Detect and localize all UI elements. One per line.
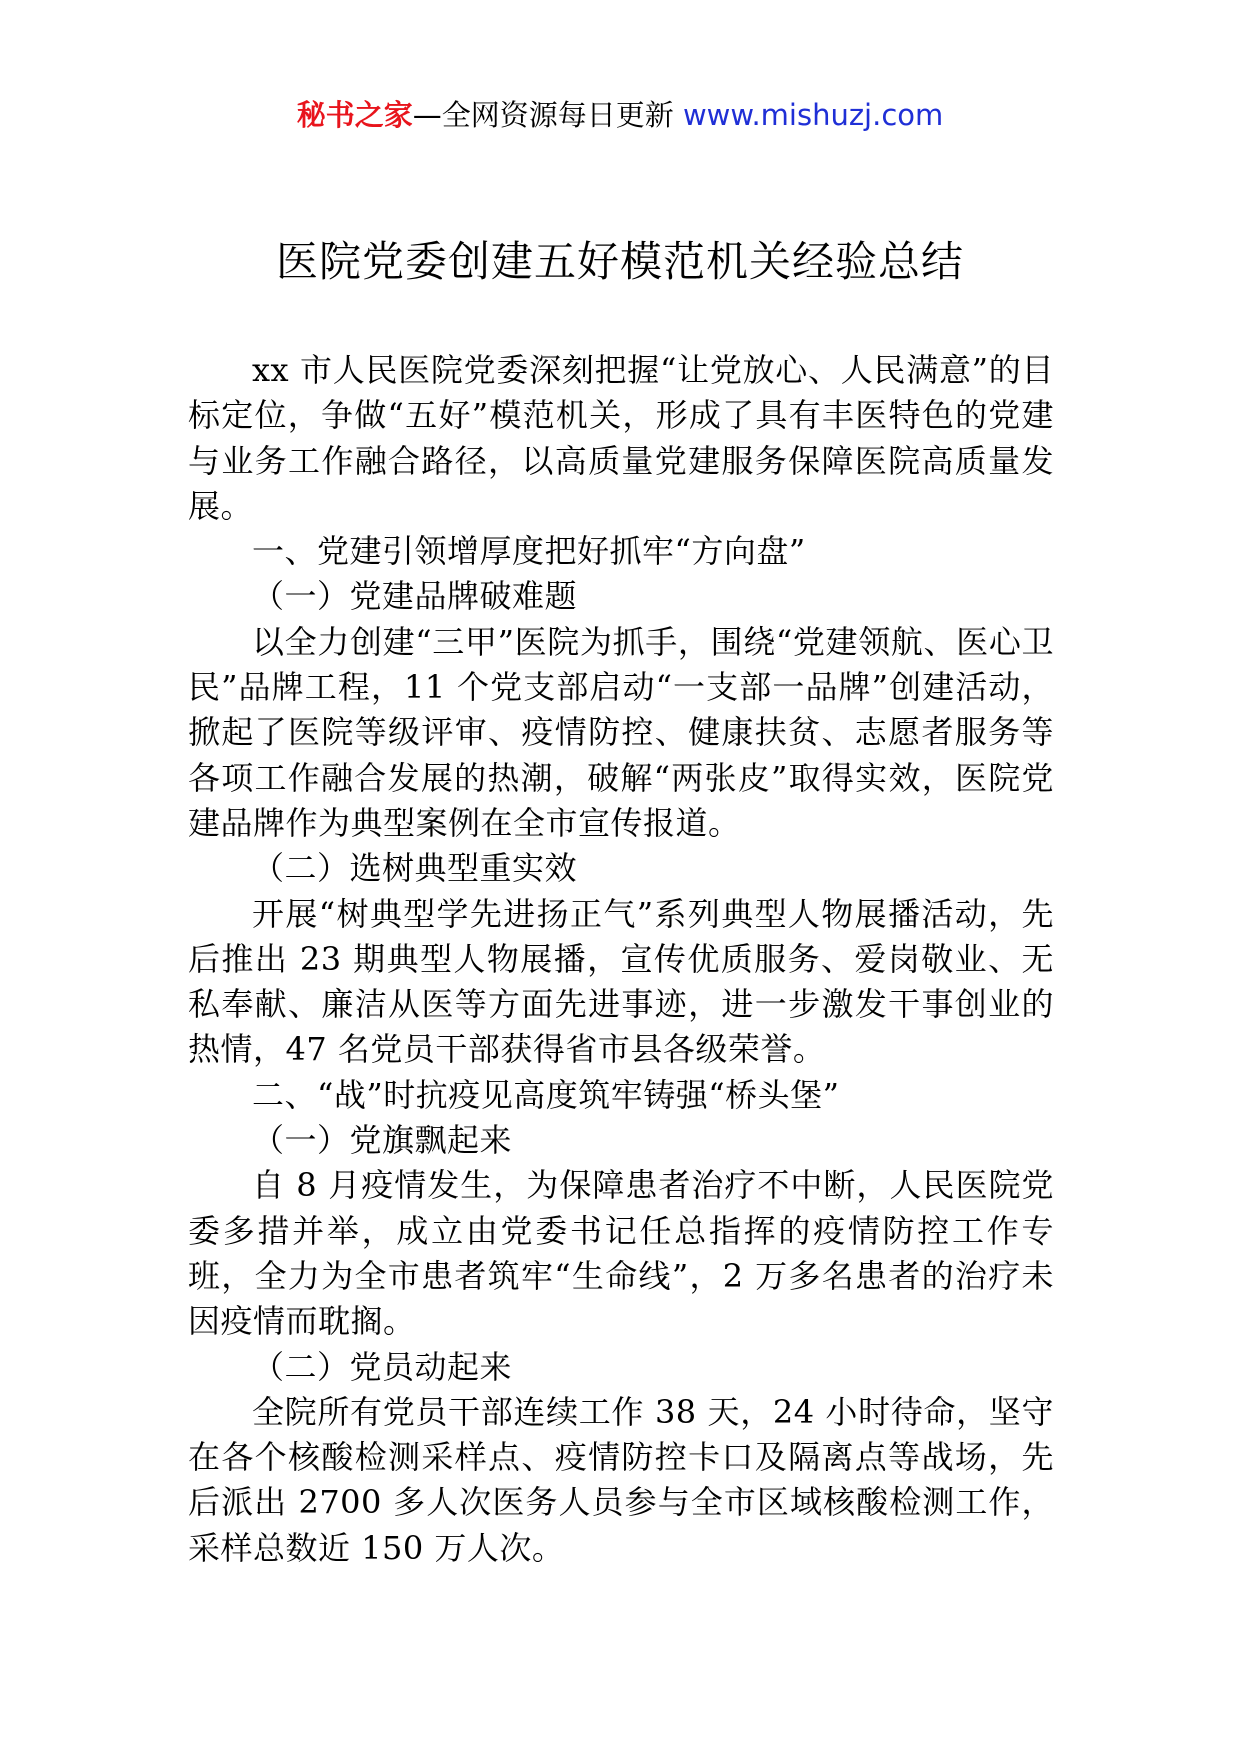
subsection-heading-2-1: （一）党旗飘起来	[252, 1121, 513, 1160]
document-body	[188, 348, 1054, 1571]
body-paragraph-2-1: 自 8 月疫情发生，为保障患者治疗不中断，人民医院党委多措并举，成立由党委书记任总指挥的疫情防控工作专班，全力为全市患者筑牢“生命线”，2 万多名患者的治疗未因疫情而耽搁。	[188, 1166, 1054, 1341]
site-url-link[interactable]: www.mishuzj.com	[682, 98, 944, 132]
subsection-heading-1-2: （二）选树典型重实效	[252, 849, 578, 888]
site-header	[0, 95, 1240, 135]
site-brand: 秘书之家	[296, 98, 413, 132]
document-title: 医院党委创建五好模范机关经验总结	[275, 237, 964, 286]
section-heading-1: 一、党建引领增厚度把好抓牢“方向盘”	[252, 532, 806, 571]
body-paragraph-1-2: 开展“树典型学先进扬正气”系列典型人物展播活动，先后推出 23 期典型人物展播，宣传优质服务、爱岗敬业、无私奉献、廉洁从医等方面先进事迹，进一步激发干事创业的热情，47 名党员干部获得省市县各级荣誉。	[188, 894, 1054, 1069]
subsection-heading-2-2: （二）党员动起来	[252, 1347, 513, 1386]
subsection-heading-1-1: （一）党建品牌破难题	[252, 577, 578, 616]
section-heading-2: 二、“战”时抗疫见高度筑牢铸强“桥头堡”	[252, 1075, 840, 1114]
body-paragraph-2-2: 全院所有党员干部连续工作 38 天，24 小时待命，坚守在各个核酸检测采样点、疫情防控卡口及隔离点等战场，先后派出 2700 多人次医务人员参与全市区域核酸检测工作，采样总数近 150 万人次。	[188, 1392, 1054, 1567]
intro-paragraph: xx 市人民医院党委深刻把握“让党放心、人民满意”的目标定位，争做“五好”模范机关，形成了具有丰医特色的党建与业务工作融合路径，以高质量党建服务保障医院高质量发展。	[188, 351, 1054, 525]
body-paragraph-1-1: 以全力创建“三甲”医院为抓手，围绕“党建领航、医心卫民”品牌工程，11 个党支部启动“一支部一品牌”创建活动，掀起了医院等级评审、疫情防控、健康扶贫、志愿者服务等各项工作融合发展的热潮，破解“两张皮”取得实效，医院党建品牌作为典型案例在全市宣传报道。	[188, 622, 1054, 842]
site-tagline: —全网资源每日更新	[412, 98, 683, 132]
